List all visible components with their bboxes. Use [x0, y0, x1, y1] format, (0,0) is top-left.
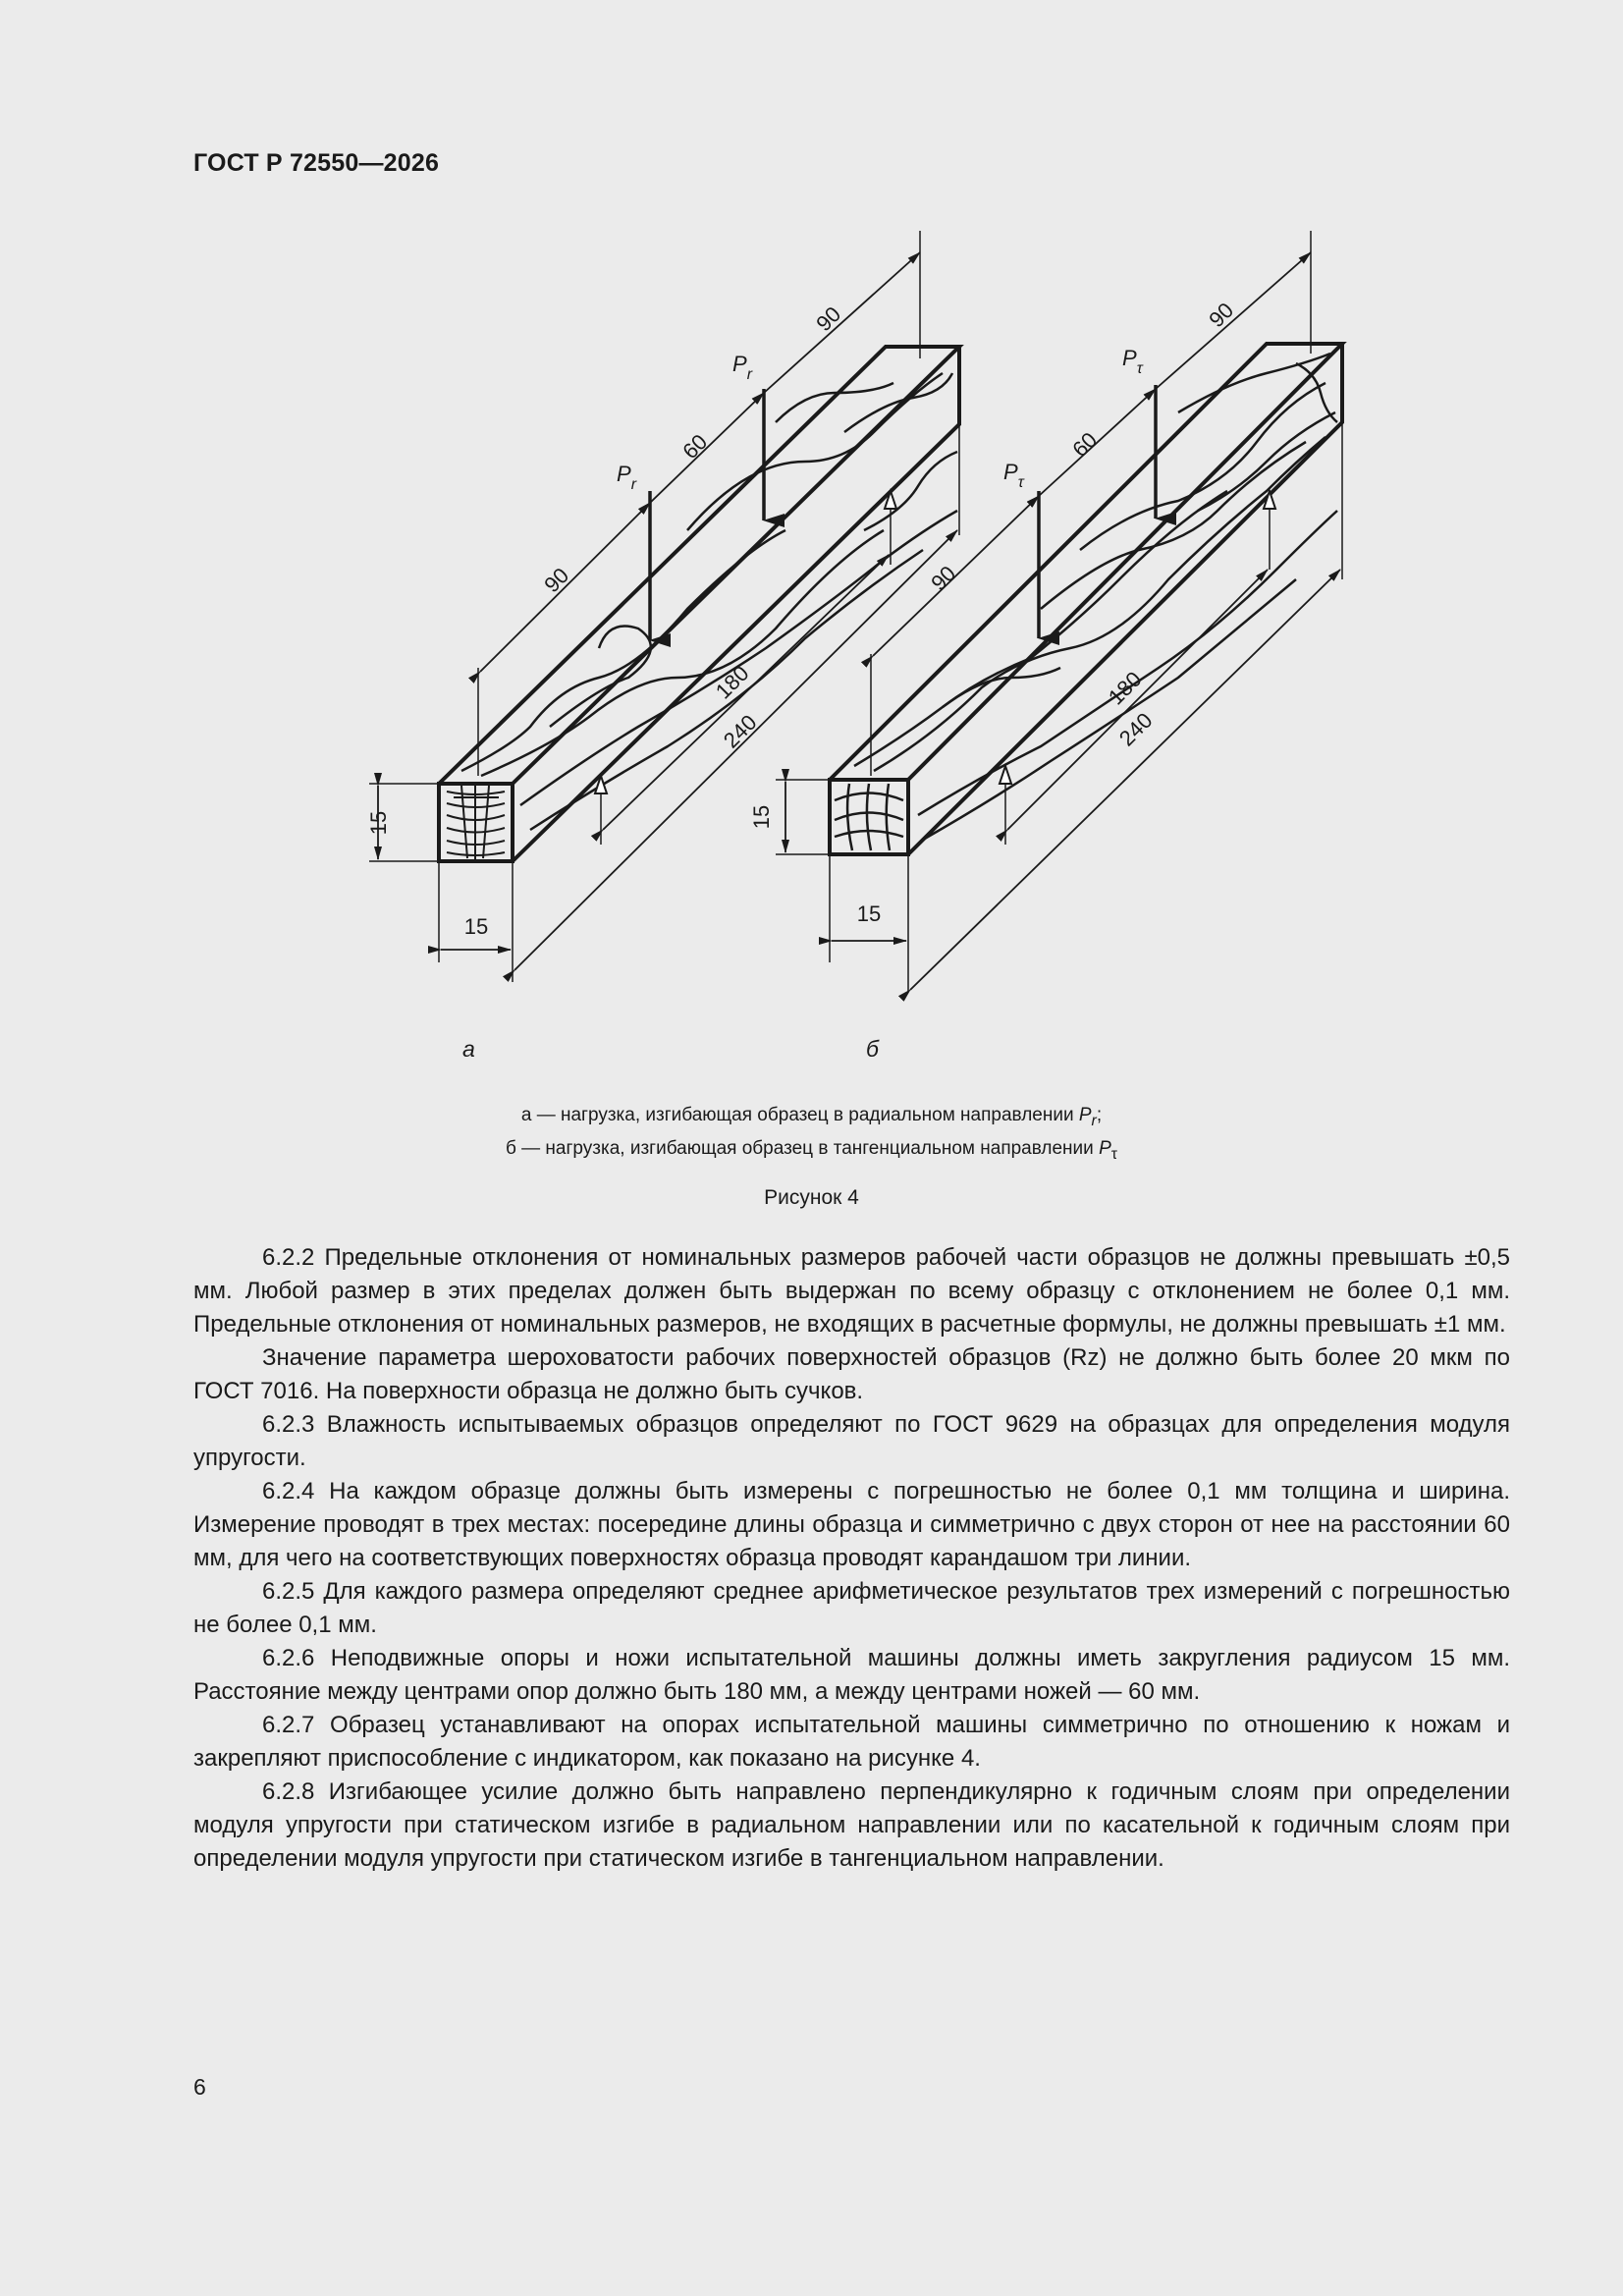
figure-label-b: б — [866, 1036, 879, 1062]
paragraph-6-2-5: 6.2.5 Для каждого размера определяют среднее арифметическое результатов трех измерений с погрешностью не более 0,1 мм. — [193, 1578, 1510, 1638]
paragraph-6-2-7: 6.2.7 Образец устанавливают на опорах испытательной машины симметрично по отношению к ножам и закрепляют приспособление с индикатором, как показано на рисунке 4. — [193, 1712, 1510, 1772]
dim-a-60: 60 — [677, 429, 713, 465]
document-header: ГОСТ Р 72550—2026 — [193, 149, 440, 177]
load-a-label-1: $P_r$ — [617, 462, 637, 493]
specimen-a-top-face — [439, 347, 959, 784]
paragraph-6-2-3: 6.2.3 Влажность испытываемых образцов определяют по ГОСТ 9629 на образцах для определения модуля упругости. — [193, 1411, 1510, 1471]
dim-a-180: 180 — [710, 660, 754, 704]
support-b-1 — [1000, 766, 1011, 784]
dim-b-60: 60 — [1067, 427, 1103, 463]
paragraph-6-2-4: 6.2.4 На каждом образце должны быть измерены с погрешностью не более 0,1 мм толщина и ширина. Измерение проводят в трех местах: посередине длины образца и симметрично с двух сторон от нее на расстоянии 60 мм, для чего на соответствующих поверхностях образца проводят карандашом три линии. — [193, 1478, 1510, 1571]
load-b-label-1: $P_\tau$ — [1003, 460, 1024, 491]
page-number: 6 — [193, 2074, 206, 2100]
dim-a-90-right: 90 — [811, 301, 846, 337]
dim-a-240: 240 — [718, 709, 762, 753]
specimen-a-side-face — [513, 347, 959, 861]
dim-b-width: 15 — [856, 902, 882, 926]
dim-b-240: 240 — [1113, 707, 1158, 751]
specimen-b-side-face — [908, 344, 1342, 854]
specimen-b-end-grain — [835, 784, 903, 850]
dim-a-width: 15 — [463, 914, 489, 939]
dim-b-180: 180 — [1103, 666, 1147, 710]
paragraph-roughness: Значение параметра шероховатости рабочих поверхностей образцов (Rz) не должно быть более 20 мкм по ГОСТ 7016. На поверхности образца не должно быть сучков. — [193, 1344, 1510, 1404]
specimen-a-end-grain — [447, 786, 505, 859]
load-b-label-2: $P_\tau$ — [1122, 346, 1143, 377]
figure-label-a: а — [462, 1036, 475, 1062]
dim-a-height: 15 — [366, 810, 391, 836]
paragraph-6-2-6: 6.2.6 Неподвижные опоры и ножи испытательной машины должны иметь закругления радиусом 15 мм. Расстояние между центрами опор должно быть 180 мм, а между центрами ножей — 60 мм. — [193, 1645, 1510, 1705]
specimen-b — [776, 231, 1342, 992]
dim-b-height: 15 — [749, 804, 774, 830]
load-a-label-2: $P_r$ — [732, 352, 753, 383]
legend-row-b: б — нагрузка, изгибающая образец в тангенциальном направлении $P_\tau$ — [505, 1137, 1118, 1163]
dim-b-90-left: 90 — [926, 561, 961, 596]
specimen-a — [369, 231, 959, 982]
body-text — [193, 1241, 1510, 1876]
paragraph-6-2-2: 6.2.2 Предельные отклонения от номинальных размеров рабочей части образцов не должны превышать ±0,5 мм. Любой размер в этих пределах должен быть выдержан по всему образцу с отклонением не более 0,1 мм. Предельные отклонения от номинальных размеров, не входящих в расчетные формулы, не должны превышать ±1 мм. — [193, 1244, 1510, 1338]
dim-a-180-line — [603, 555, 889, 830]
specimen-b-wood-grain — [854, 354, 1337, 840]
dim-b-90-right: 90 — [1204, 298, 1239, 333]
dim-a-90-left: 90 — [539, 563, 574, 598]
figure-caption: Рисунок 4 — [764, 1186, 859, 1209]
dim-b-180-line — [1007, 570, 1268, 830]
paragraph-6-2-8: 6.2.8 Изгибающее усилие должно быть направлено перпендикулярно к годичным слоям при определении модуля упругости при статическом изгибе в радиальном направлении или по касательной к годичным слоям при определении модуля упругости при статическом изгибе в тангенциальном направлении. — [193, 1778, 1510, 1872]
legend-row-a: а — нагрузка, изгибающая образец в радиальном направлении $P_r$; — [520, 1105, 1103, 1129]
figure-legend — [0, 1102, 1623, 1169]
